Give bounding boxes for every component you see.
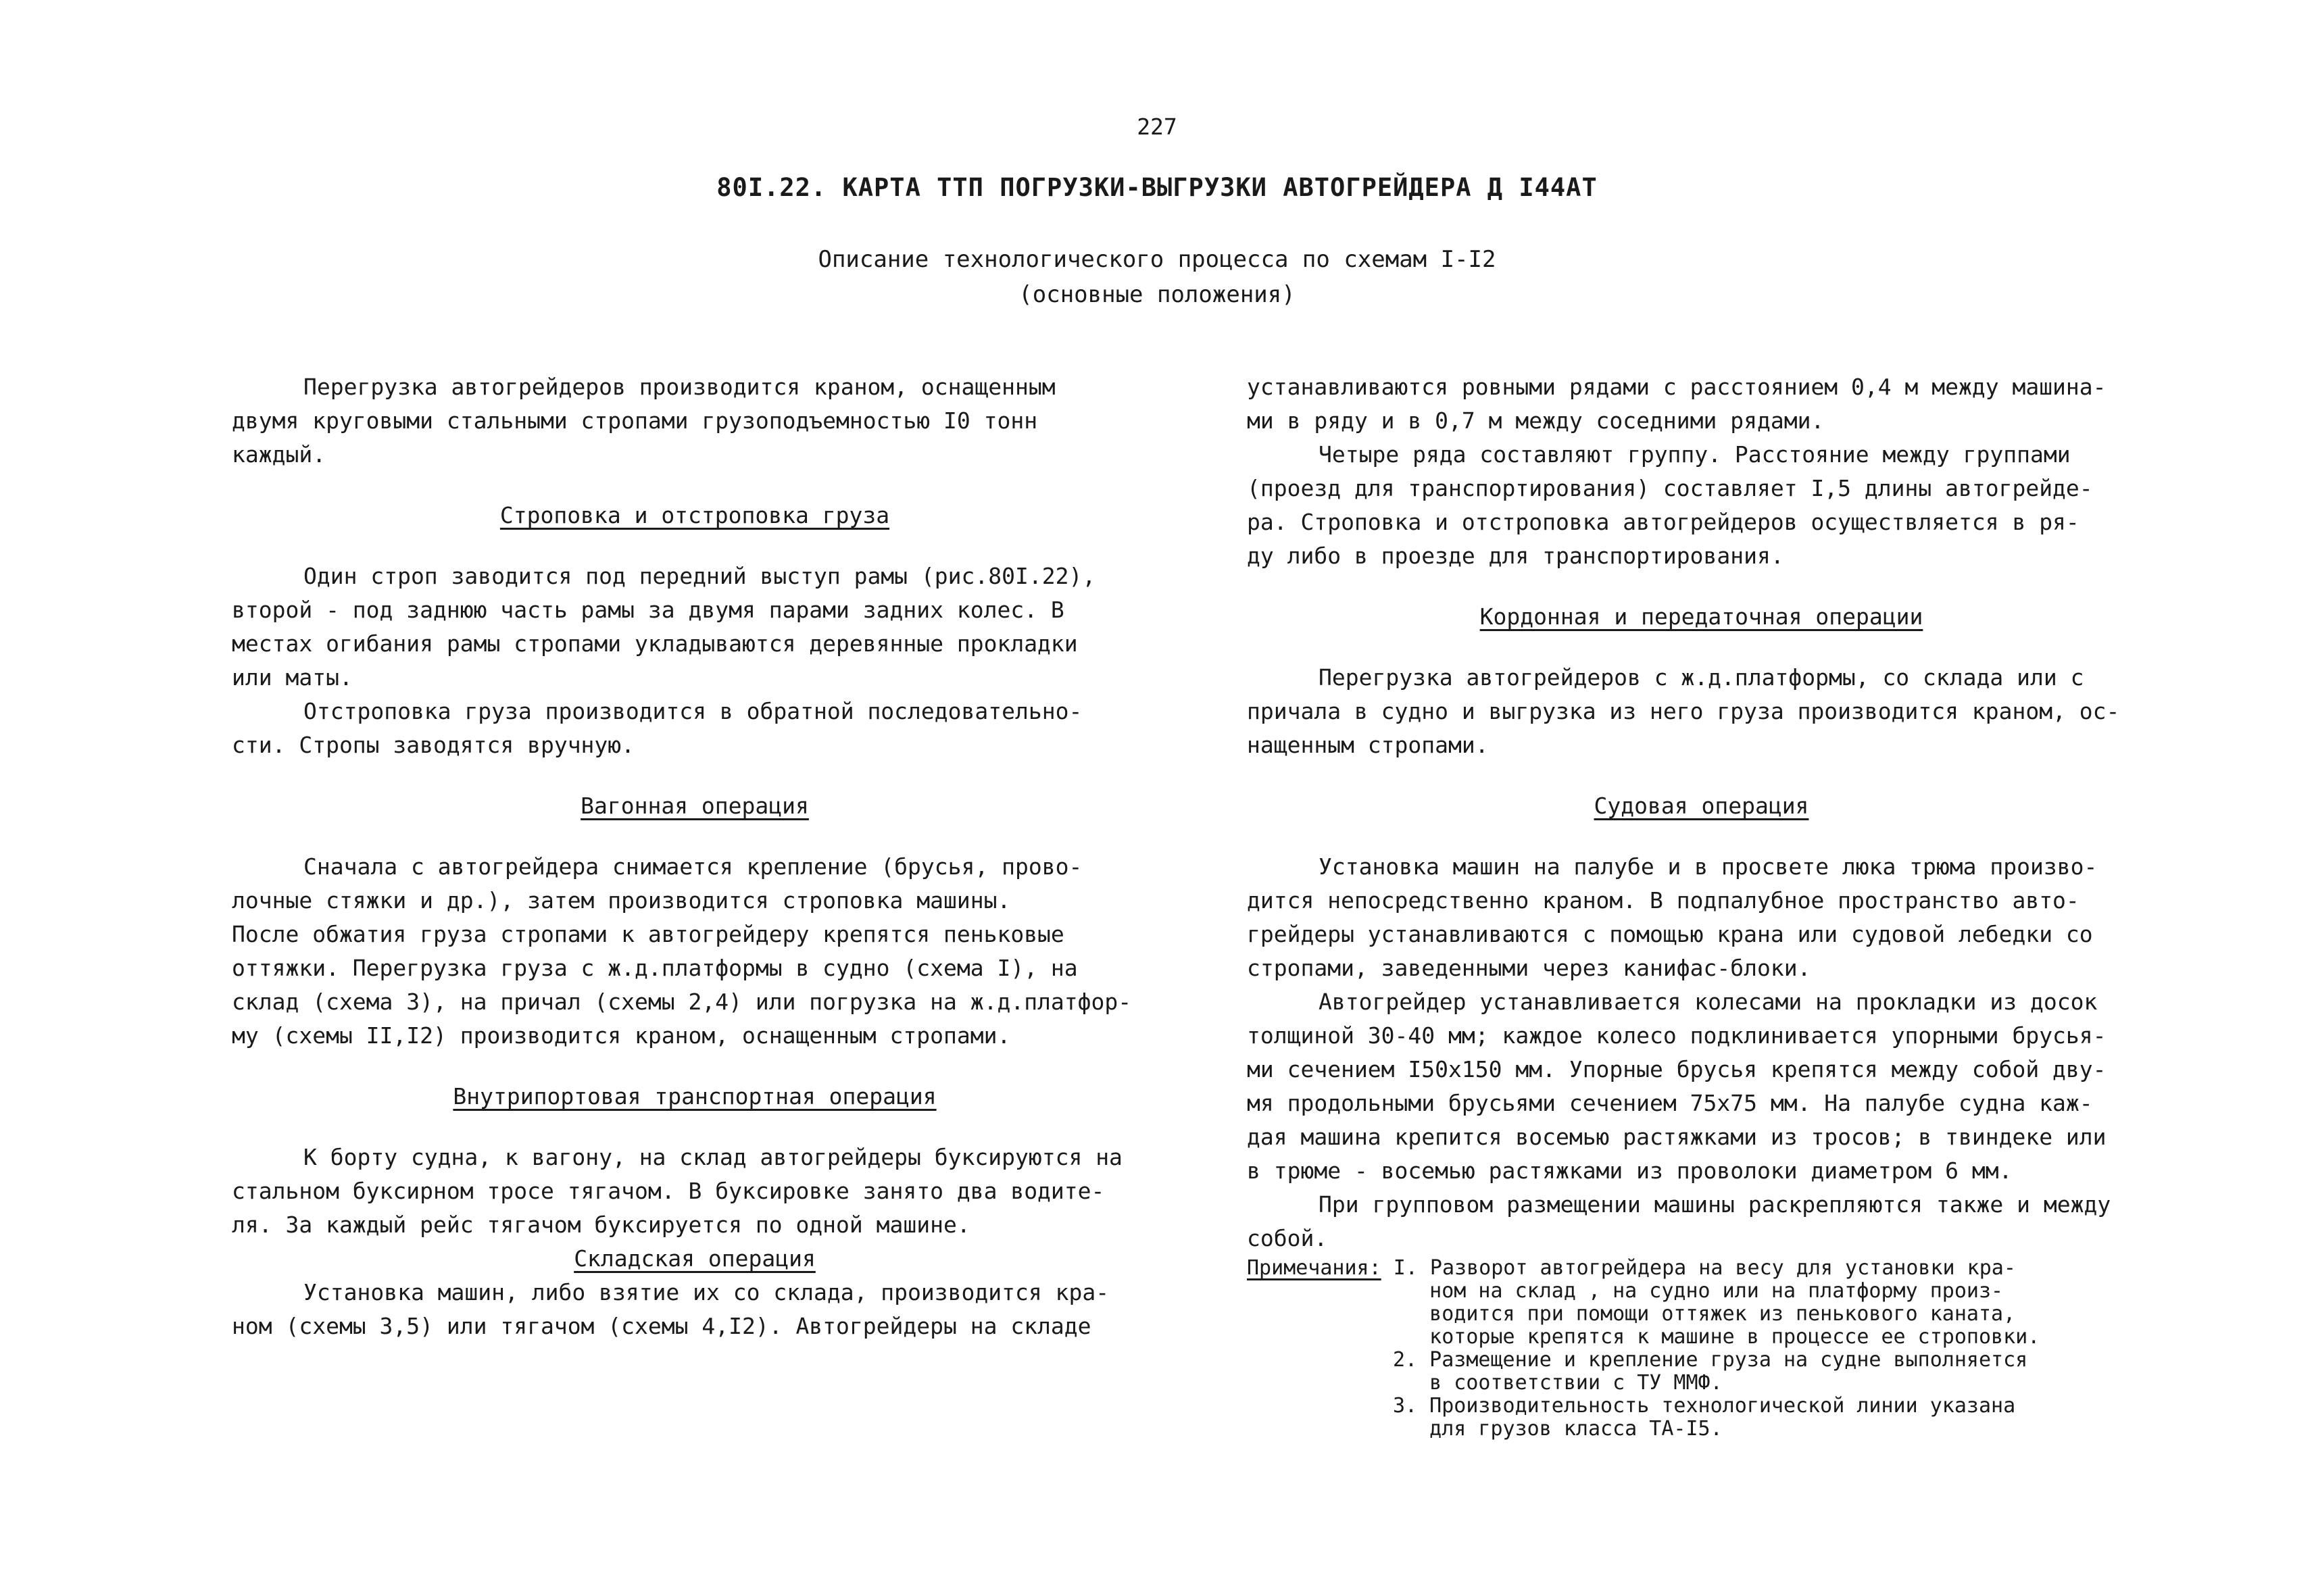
text-line: Отстроповка груза производится в обратной последовательно- [303,698,1083,724]
text-line: мя продольными брусьями сечением 75х75 мм. На палубе судна каж- [1247,1090,2093,1116]
intro-paragraph [232,370,1158,472]
note-line: I. Разворот автогрейдера на весу для установки кра- [1393,1256,2016,1280]
text-line: ми в ряду и в 0,7 м между соседними рядами. [1247,407,1825,434]
text-line: устанавливаются ровными рядами с расстоянием 0,4 м между машина- [1247,374,2107,400]
text-line: ном (схемы 3,5) или тягачом (схемы 4,I2). Автогрейдеры на складе [232,1313,1091,1339]
note-line: ном на склад , на судно или на платформу произ- [1393,1279,2004,1303]
wagon-paragraph [232,850,1158,1053]
text-line: в трюме - восемью растяжками из проволоки диаметром 6 мм. [1247,1157,2013,1184]
text-line: дится непосредственно краном. В подпалубное пространство авто- [1247,887,2079,914]
section-heading-warehouse: Складская операция [574,1245,816,1272]
text-line: ми сечением I50х150 мм. Упорные брусья крепятся между собой дву- [1247,1056,2107,1082]
text-line: стальном буксирном тросе тягачом. В буксировке занято два водите- [232,1178,1105,1204]
note-line: для грузов класса ТА-I5. [1393,1417,1723,1441]
text-line: Автогрейдер устанавливается колесами на прокладки из досок [1319,989,2098,1015]
notes-block [1247,1257,2156,1441]
right-column [1247,370,2156,1441]
section-heading-ship: Судовая операция [1594,793,1809,819]
text-line: Один строп заводится под передний выступ рамы (рис.80I.22), [303,563,1096,589]
text-line: ля. За каждый рейс тягачом буксируется по одной машине. [232,1212,970,1238]
text-line: или маты. [232,664,353,691]
text-line: второй - под заднюю часть рамы за двумя парами задних колес. В [232,597,1064,623]
text-line: нащенным стропами. [1247,732,1489,758]
left-column [232,370,1158,1343]
page-number: 227 [1137,114,1177,140]
note-line: 2. Размещение и крепление груза на судне выполняется [1393,1348,2028,1372]
text-line: толщиной 30-40 мм; каждое колесо подклинивается упорными брусья- [1247,1022,2107,1049]
text-line: причала в судно и выгрузка из него груза производится краном, ос- [1247,698,2120,724]
text-line: После обжатия груза стропами к автогрейдеру крепятся пеньковые [232,921,1064,947]
section-heading-slinging: Строповка и отстроповка груза [499,502,890,528]
text-line: двумя круговыми стальными стропами грузоподъемностью I0 тонн [232,407,1038,434]
text-line: дая машина крепится восемью растяжками из тросов; в твиндеке или [1247,1124,2107,1150]
subtitle-line: Описание технологического процесса по схемам I-I2 [818,246,1496,273]
text-line: Установка машин на палубе и в просвете люка трюма произво- [1319,853,2098,880]
text-line: ра. Строповка и отстроповка автогрейдеров осуществляется в ря- [1247,509,2079,535]
ship-paragraph [1247,850,2156,1255]
document-title: 80I.22. КАРТА ТТП ПОГРУЗКИ-ВЫГРУЗКИ АВТОГРЕЙДЕРА Д I44АТ [716,173,1598,202]
note-line: 3. Производительность технологической линии указана [1393,1394,2016,1418]
document-subtitle [0,242,2314,312]
subtitle-line: (основные положения) [1018,281,1296,308]
note-line: водится при помощи оттяжек из пенькового каната, [1393,1302,2016,1326]
text-line: склад (схема 3), на причал (схемы 2,4) или погрузка на ж.д.платфор- [232,989,1132,1015]
text-line: При групповом размещении машины раскрепляются также и между [1319,1191,2111,1218]
section-heading-transport: Внутрипортовая транспортная операция [453,1083,937,1109]
quay-paragraph [1247,661,2156,762]
text-line: Установка машин, либо взятие их со склада, производится кра- [303,1279,1110,1305]
text-line: Сначала с автогрейдера снимается крепление (брусья, прово- [303,853,1083,880]
notes-label: Примечания: [1247,1256,1381,1280]
section-heading-wagon: Вагонная операция [581,793,809,819]
text-line: оттяжки. Перегрузка груза с ж.д.платформы в судно (схема I), на [232,955,1078,981]
text-line: К борту судна, к вагону, на склад автогрейдеры буксируются на [303,1144,1123,1170]
text-line: стропами, заведенными через канифас-блоки. [1247,955,1811,981]
transport-paragraph [232,1141,1158,1242]
text-line: му (схемы II,I2) производится краном, оснащенным стропами. [232,1022,1011,1049]
text-line: каждый. [232,441,326,468]
text-line: собой. [1247,1225,1328,1251]
text-line: (проезд для транспортирования) составляет I,5 длины автогрейде- [1247,475,2093,501]
text-line: Перегрузка автогрейдеров производится краном, оснащенным [303,374,1056,400]
text-line: ду либо в проезде для транспортирования. [1247,543,1784,569]
note-line: которые крепятся к машине в процессе ее строповки. [1393,1325,2040,1349]
section-heading-quay: Кордонная и передаточная операции [1479,603,1923,630]
text-line: лочные стяжки и др.), затем производится строповка машины. [232,887,1011,914]
warehouse-paragraph [232,1276,1158,1343]
text-line: местах огибания рамы стропами укладываются деревянные прокладки [232,630,1078,657]
text-line: грейдеры устанавливаются с помощью крана или судовой лебедки со [1247,921,2093,947]
note-line: в соответствии с ТУ ММФ. [1393,1371,1723,1395]
slinging-paragraph [232,559,1158,762]
text-line: сти. Стропы заводятся вручную. [232,732,635,758]
text-line: Четыре ряда составляют группу. Расстояние между группами [1319,441,2071,468]
warehouse-continued-paragraph [1247,370,2156,573]
text-line: Перегрузка автогрейдеров с ж.д.платформы, со склада или с [1319,664,2084,691]
